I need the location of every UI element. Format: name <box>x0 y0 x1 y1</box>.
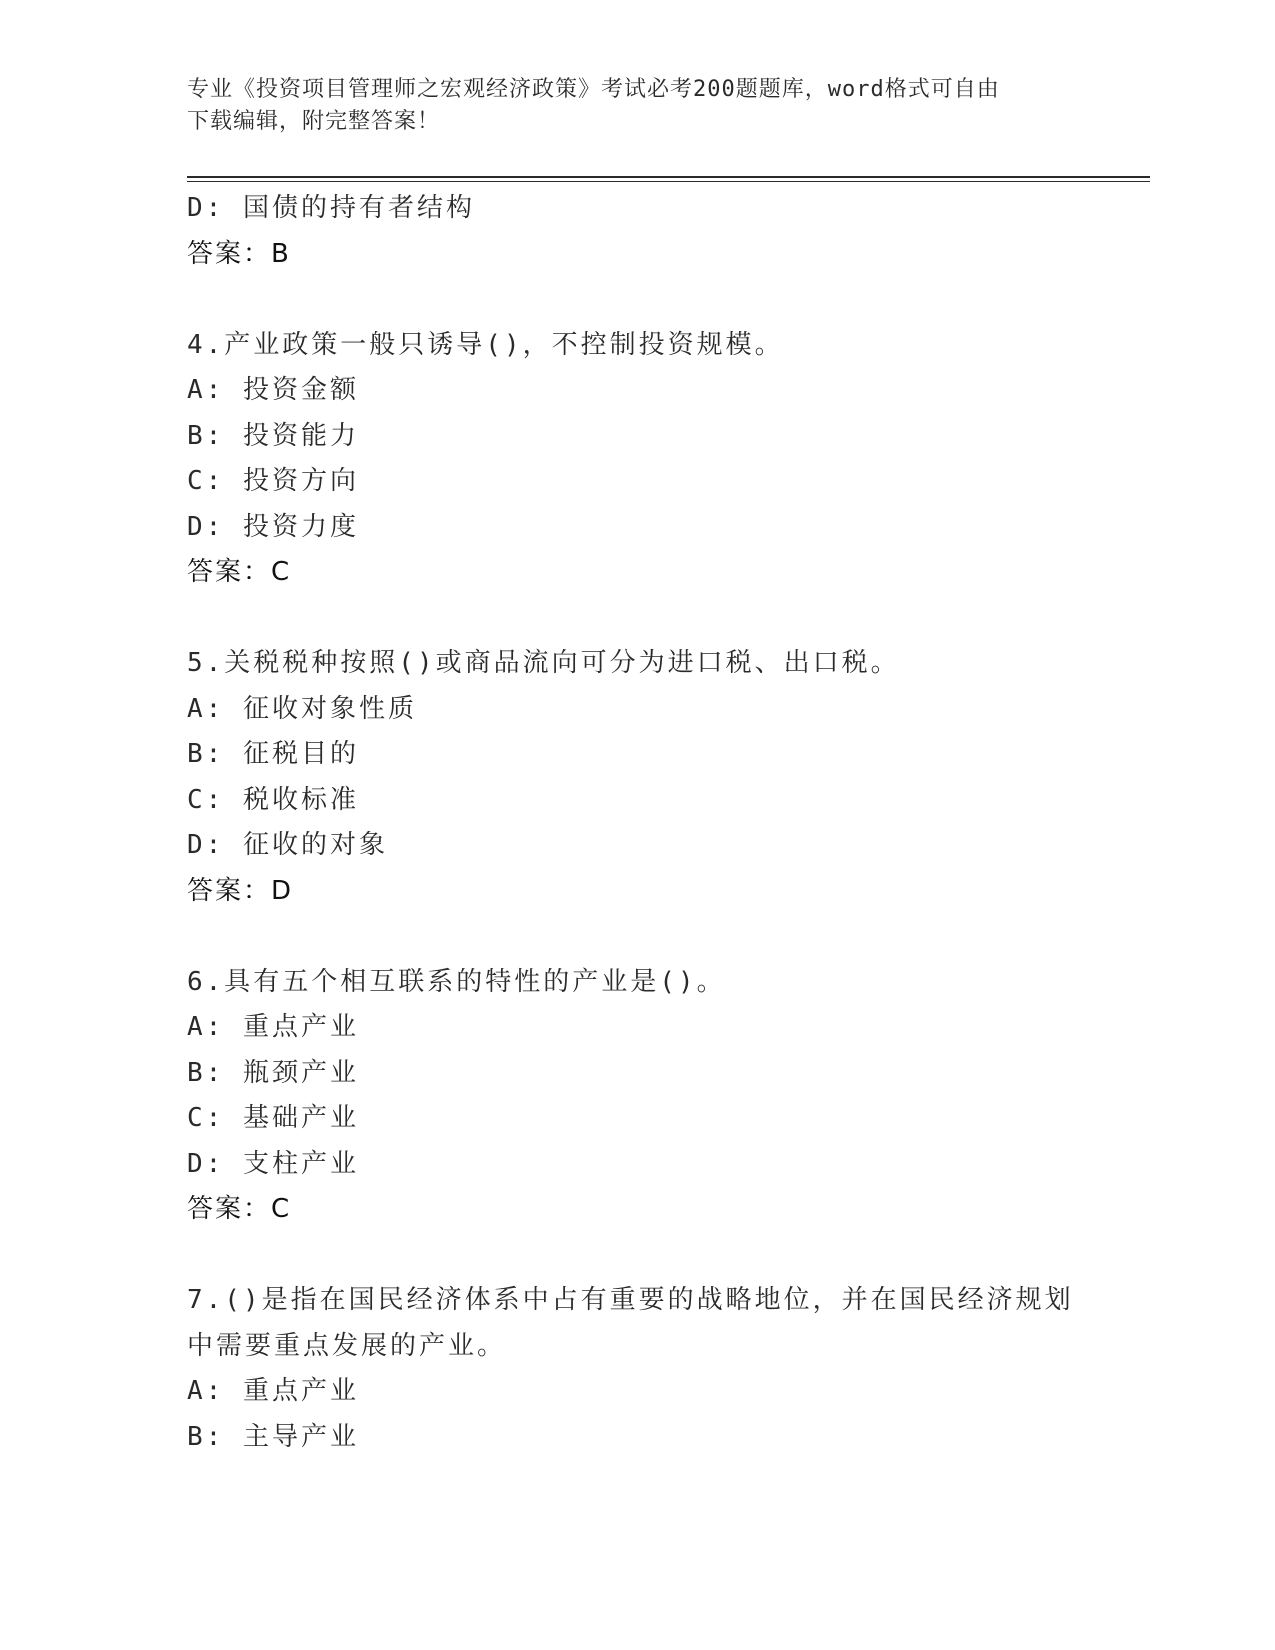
header-divider-thin <box>187 181 1150 182</box>
option-b: B: 征税目的 <box>187 739 359 769</box>
option-c: C: 基础产业 <box>187 1103 359 1133</box>
option-c: C: 税收标准 <box>187 784 359 815</box>
option-d: D: 征收的对象 <box>187 830 388 860</box>
question-6 <box>187 960 1087 1233</box>
spacer <box>187 596 1087 642</box>
option-a: A: 征收对象性质 <box>187 693 417 724</box>
option-b: B: 主导产业 <box>187 1421 359 1452</box>
option-a: A: 投资金额 <box>187 375 359 405</box>
question-stem-line-1: 7.()是指在国民经济体系中占有重要的战略地位，并在国民经济规划 <box>187 1285 1074 1315</box>
header-line-1: 专业《投资项目管理师之宏观经济政策》考试必考200题题库，word格式可自由 <box>187 77 1000 102</box>
answer: 答案：B <box>187 238 291 269</box>
question-stem-line-2: 中需要重点发展的产业。 <box>187 1330 507 1361</box>
option-d: D: 支柱产业 <box>187 1148 359 1179</box>
header-divider-thick <box>187 176 1150 178</box>
spacer <box>187 1233 1087 1279</box>
option-b: B: 投资能力 <box>187 420 359 451</box>
answer: 答案：D <box>187 875 294 906</box>
option-a: A: 重点产业 <box>187 1376 359 1406</box>
option-d: D: 投资力度 <box>187 511 359 542</box>
question-4 <box>187 323 1087 596</box>
answer: 答案：C <box>187 1194 292 1224</box>
question-stem: 5.关税税种按照()或商品流向可分为进口税、出口税。 <box>187 648 900 678</box>
page-header <box>187 74 1067 138</box>
spacer <box>187 277 1087 323</box>
option-c: C: 投资方向 <box>187 466 359 496</box>
question-5 <box>187 641 1087 914</box>
question-list <box>187 186 1087 1460</box>
option-d: D: 国债的持有者结构 <box>187 193 475 223</box>
question-stem: 6.具有五个相互联系的特性的产业是()。 <box>187 966 726 997</box>
option-a: A: 重点产业 <box>187 1012 359 1042</box>
header-line-2: 下载编辑，附完整答案！ <box>187 109 441 134</box>
question-stem: 4.产业政策一般只诱导()，不控制投资规模。 <box>187 329 784 360</box>
option-b: B: 瓶颈产业 <box>187 1057 359 1088</box>
question-7 <box>187 1278 1087 1460</box>
answer: 答案：C <box>187 557 292 587</box>
spacer <box>187 914 1087 960</box>
